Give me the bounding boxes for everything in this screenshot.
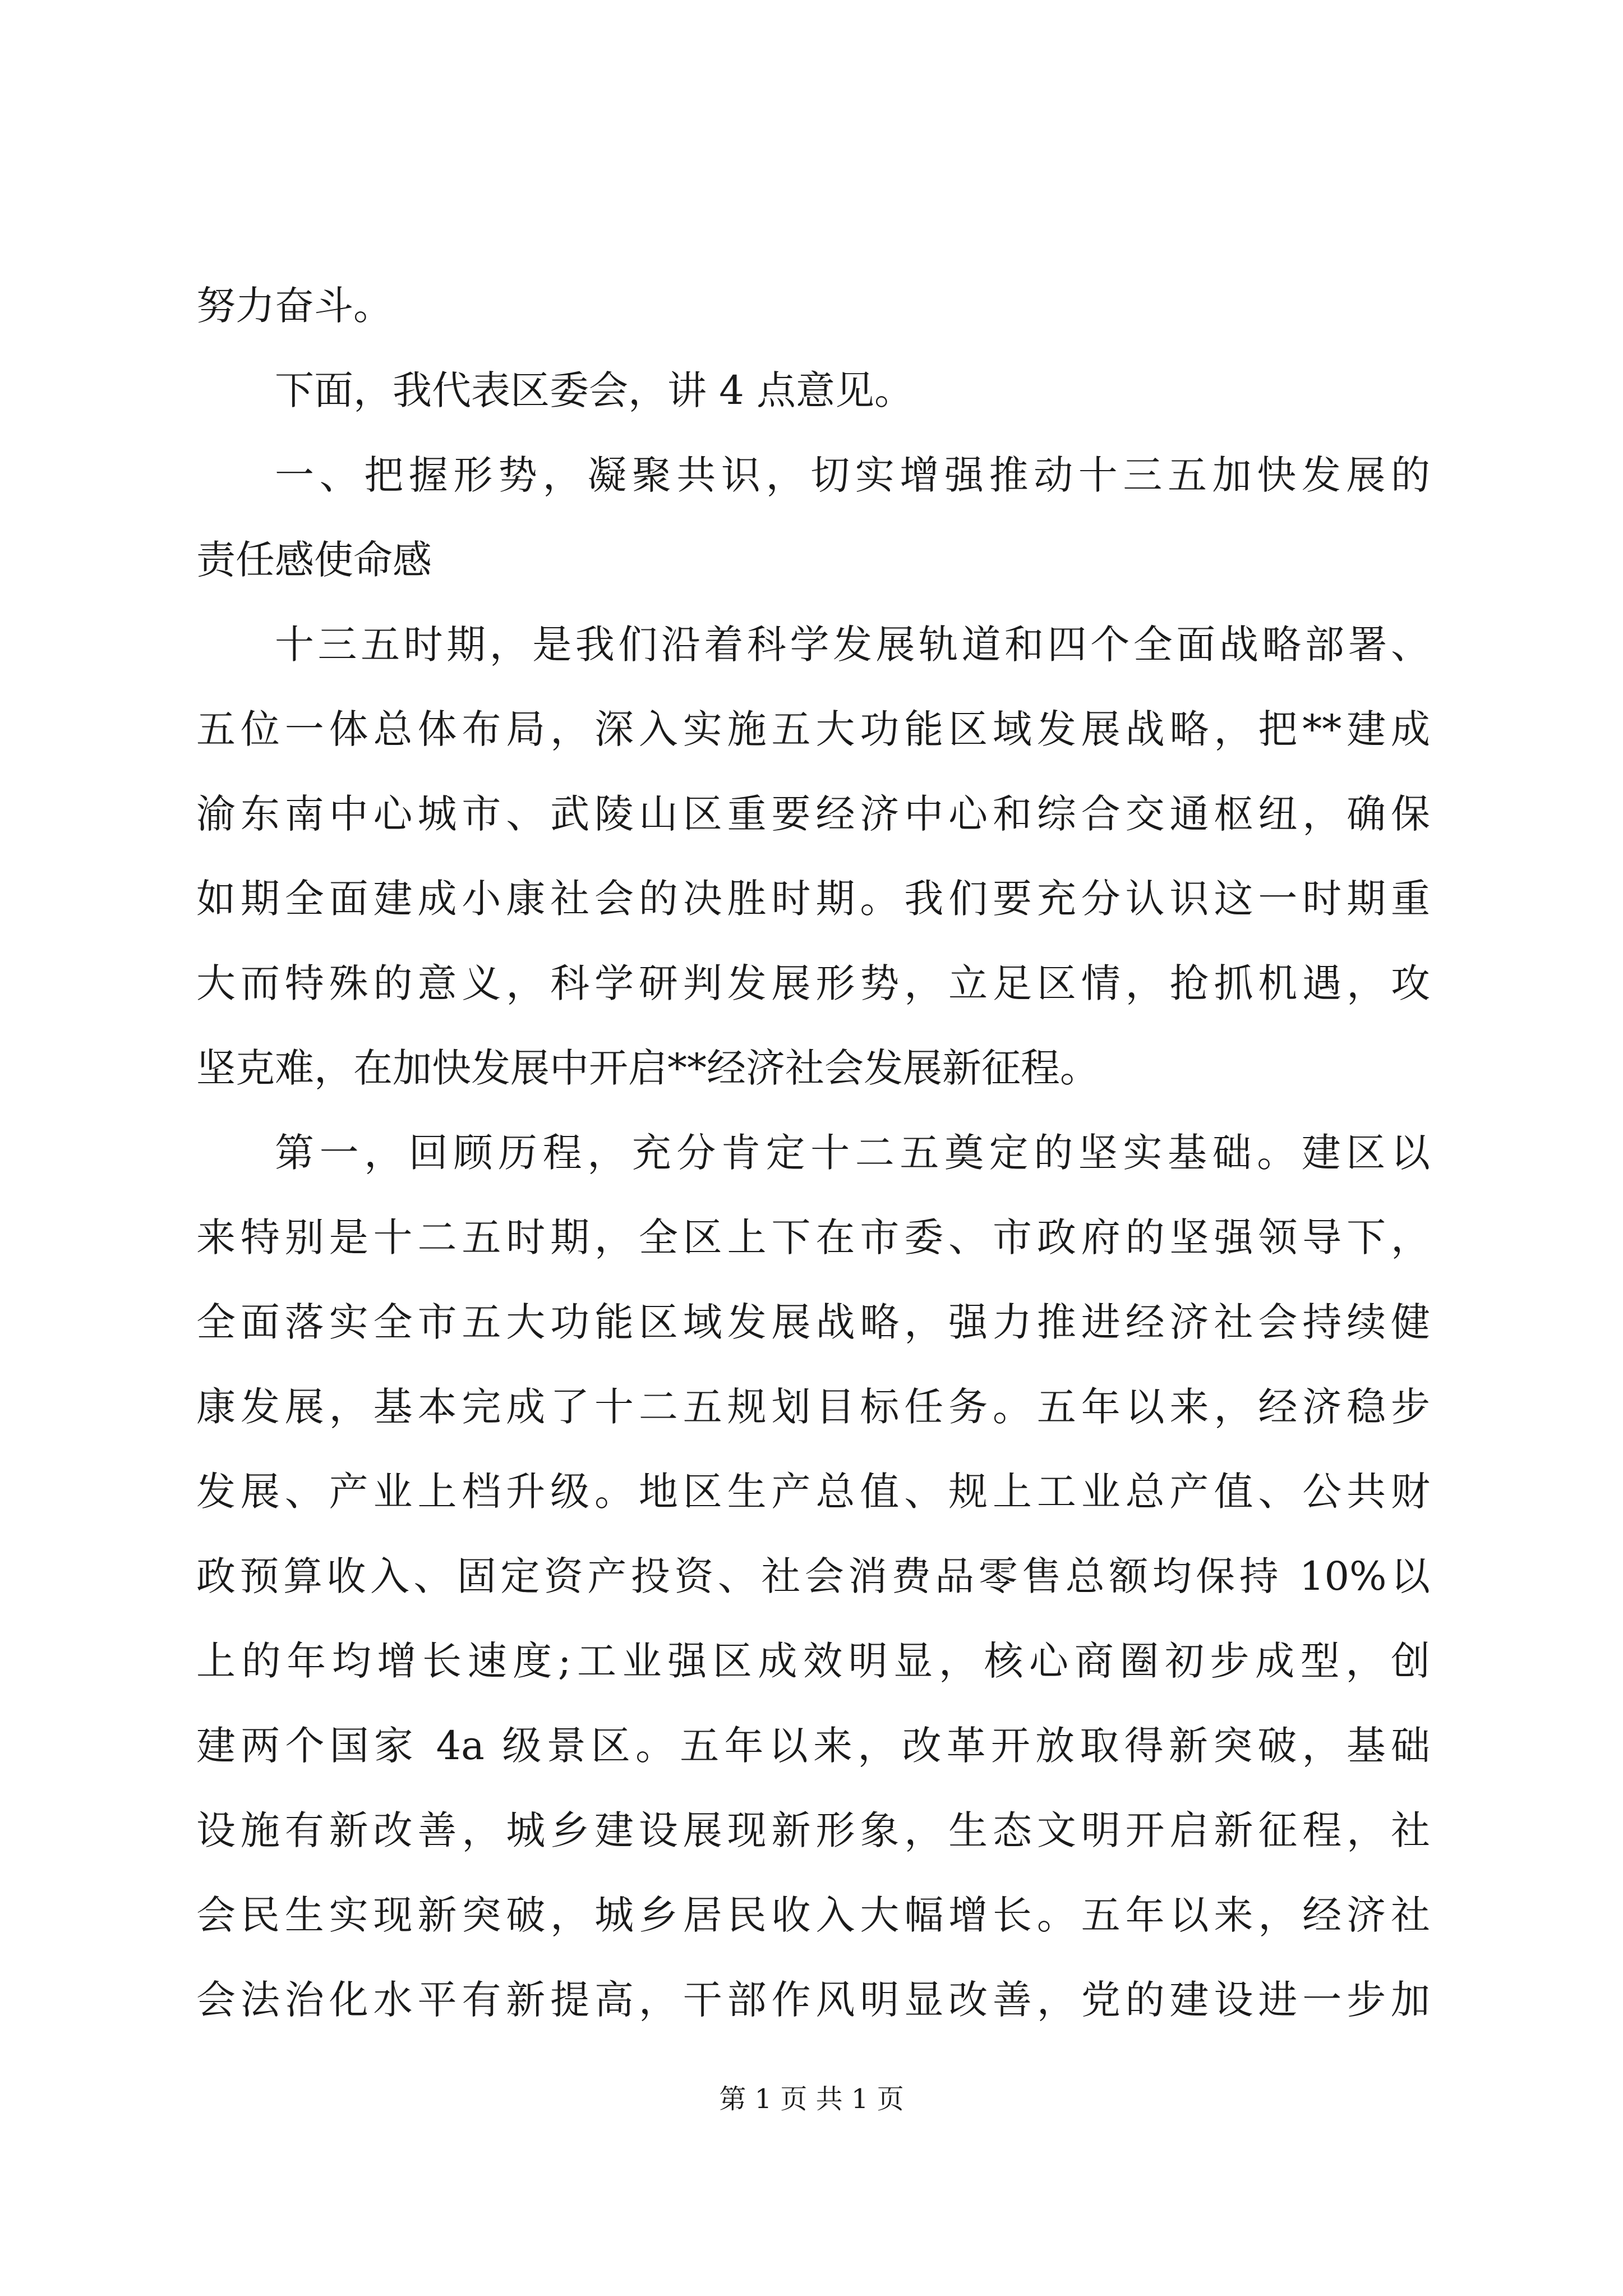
text-line: 第一，回顾历程，充分肯定十二五奠定的坚实基础。建区以 bbox=[275, 1130, 1430, 1176]
text-line: 下面，我代表区委会，讲 4 点意见。 bbox=[275, 367, 914, 413]
section-heading-line: 责任感使命感 bbox=[196, 537, 432, 583]
text-line: 坚克难，在加快发展中开启**经济社会发展新征程。 bbox=[196, 1045, 1099, 1091]
text-line: 会民生实现新突破，城乡居民收入大幅增长。五年以来，经济社 bbox=[196, 1892, 1430, 1938]
text-line: 努力奋斗。 bbox=[196, 283, 393, 329]
text-line: 如期全面建成小康社会的决胜时期。我们要充分认识这一时期重 bbox=[196, 876, 1430, 922]
text-line: 渝东南中心城市、武陵山区重要经济中心和综合交通枢纽，确保 bbox=[196, 791, 1430, 837]
text-line: 发展、产业上档升级。地区生产总值、规上工业总产值、公共财 bbox=[196, 1469, 1430, 1515]
section-heading-line: 一、把握形势，凝聚共识，切实增强推动十三五加快发展的 bbox=[275, 452, 1430, 498]
text-line: 上的年均增长速度;工业强区成效明显，核心商圈初步成型，创 bbox=[196, 1638, 1430, 1684]
text-line: 十三五时期，是我们沿着科学发展轨道和四个全面战略部署、 bbox=[275, 622, 1430, 668]
text-line: 来特别是十二五时期，全区上下在市委、市政府的坚强领导下， bbox=[196, 1214, 1430, 1260]
text-line: 建两个国家 4a 级景区。五年以来，改革开放取得新突破，基础 bbox=[196, 1723, 1430, 1769]
text-line: 设施有新改善，城乡建设展现新形象，生态文明开启新征程，社 bbox=[196, 1807, 1430, 1853]
text-line: 全面落实全市五大功能区域发展战略，强力推进经济社会持续健 bbox=[196, 1299, 1430, 1345]
document-body bbox=[196, 264, 1430, 2042]
text-line: 康发展，基本完成了十二五规划目标任务。五年以来，经济稳步 bbox=[196, 1384, 1430, 1430]
page-footer: 第 1 页 共 1 页 bbox=[719, 2083, 904, 2115]
text-line: 大而特殊的意义，科学研判发展形势，立足区情，抢抓机遇，攻 bbox=[196, 960, 1430, 1006]
text-line: 会法治化水平有新提高，干部作风明显改善，党的建设进一步加 bbox=[196, 1977, 1430, 2023]
text-line: 政预算收入、固定资产投资、社会消费品零售总额均保持 10%以 bbox=[196, 1553, 1430, 1599]
text-line: 五位一体总体布局，深入实施五大功能区域发展战略，把**建成 bbox=[196, 706, 1430, 752]
